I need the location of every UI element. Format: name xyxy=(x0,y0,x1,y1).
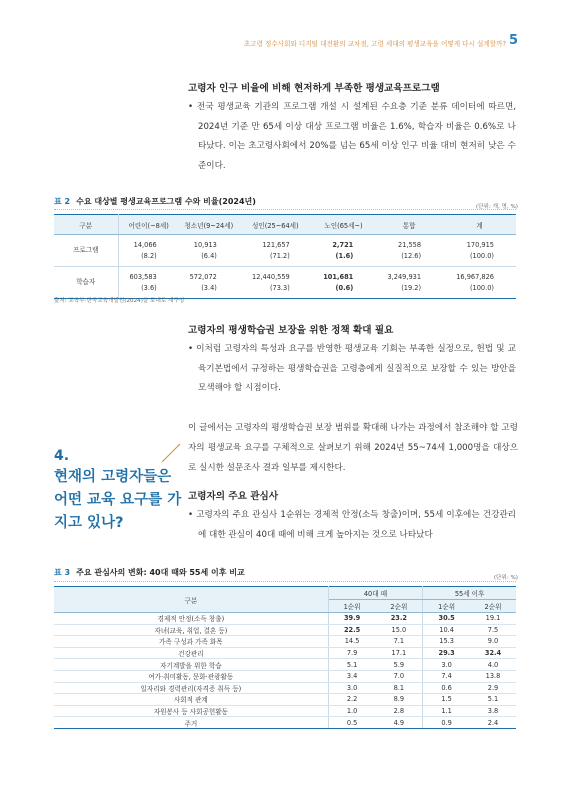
table3-cell: 23.2 xyxy=(375,613,422,625)
table3-cell: 13.8 xyxy=(470,670,516,682)
table3-row-label: 자기계발을 위한 학습 xyxy=(54,659,328,671)
table3-cell: 2.8 xyxy=(375,705,422,717)
table2-cell-value: 121,657 xyxy=(262,240,290,249)
table2-header-cell: 통합 xyxy=(375,215,443,235)
table2-header-cell: 어린이(~8세) xyxy=(118,215,179,235)
table2-row-label: 프로그램 xyxy=(54,235,118,267)
table3-row xyxy=(54,682,516,694)
table3-row-label: 경제적 안정(소득 창출) xyxy=(54,613,328,625)
bullet-program-ratio: • 전국 평생교육 기관의 프로그램 개설 시 설계된 수요층 기준 분류 데이터에 따르면, 2024년 기준 만 65세 이상 대상 프로그램 비율은 1.6%, 학습자 비율은 0.6%로 나타났다. 이는 초고령사회에서 20%를 넘는 65세 이상 인구 비율 대비 현저히 낮은 수준이다. xyxy=(188,102,516,171)
table2-cell-percent: (8.2) xyxy=(141,251,157,260)
table2-cell xyxy=(375,235,443,267)
table3-cell: 0.5 xyxy=(328,717,375,729)
table2-row-label: 학습자 xyxy=(54,267,118,299)
table2-cell-value: 572,072 xyxy=(189,272,217,281)
table2-header-cell: 노인(65세~) xyxy=(312,215,376,235)
table3-cell: 3.0 xyxy=(423,659,470,671)
table2-cell-value: 21,558 xyxy=(397,240,422,249)
table3-divider xyxy=(54,581,516,582)
table3-cell: 5.9 xyxy=(375,659,422,671)
table3-cell: 7.0 xyxy=(375,670,422,682)
table2-cell-percent: (100.0) xyxy=(469,283,494,292)
table3-row xyxy=(54,694,516,706)
table3-cell: 2.4 xyxy=(470,717,516,729)
page-number: 5 xyxy=(508,33,518,48)
table2-cell-percent: (6.4) xyxy=(201,251,217,260)
section-heading-interests: 고령자의 주요 관심사 xyxy=(188,491,279,502)
table2-cell xyxy=(239,267,312,299)
table3-cell: 15.0 xyxy=(375,624,422,636)
table2-header-cell: 계 xyxy=(443,215,516,235)
section-heading-program-shortage: 고령자 인구 비율에 비해 현저하게 부족한 평생교육프로그램 xyxy=(188,83,440,94)
table3-cell: 5.1 xyxy=(328,659,375,671)
table2-row xyxy=(54,235,516,267)
table3-cell: 29.3 xyxy=(423,647,470,659)
table3-cell: 22.5 xyxy=(328,624,375,636)
table2-unit: (단위: 개, 명, %) xyxy=(475,204,518,210)
table3-cell: 1.0 xyxy=(328,705,375,717)
table3-cell: 2.2 xyxy=(328,694,375,706)
table3-row xyxy=(54,717,516,729)
table3-row-label: 사회적 관계 xyxy=(54,694,328,706)
table3-row-label: 자녀(교육, 취업, 결혼 등) xyxy=(54,624,328,636)
table2-cell xyxy=(118,267,179,299)
table2-cell-value: 14,066 xyxy=(133,240,157,249)
bullet-interests: • 고령자의 주요 관심사 1순위는 경제적 안정(소득 창출)이며, 55세 이후에는 건강관리에 대한 관심이 40대 때에 비해 크게 높아지는 것으로 나타났다 xyxy=(188,510,516,540)
bullet-policy: • 이처럼 고령자의 특성과 요구를 반영한 평생교육 기회는 부족한 실정으로, 헌법 및 교육기본법에서 규정하는 평생학습권을 고령층에게 실질적으로 보장할 수 있는 방안을 모색해야 할 시점이다. xyxy=(188,344,516,393)
table3-row xyxy=(54,636,516,648)
table3-cell: 7.1 xyxy=(375,636,422,648)
table3-cell: 15.3 xyxy=(423,636,470,648)
table2-cell-percent: (73.3) xyxy=(269,283,290,292)
table3-cell: 39.9 xyxy=(328,613,375,625)
table3-cell: 3.8 xyxy=(470,705,516,717)
table2-cell-value: 2,721 xyxy=(332,240,354,249)
table3-row-label: 건강관리 xyxy=(54,647,328,659)
table3-group-row xyxy=(54,587,516,600)
decorative-slash-icon xyxy=(160,442,182,464)
table3-cell: 7.4 xyxy=(423,670,470,682)
running-header: 초고령 정수사회와 디지털 대전환의 교차점, 고령 세대의 평생교육을 어떻게 다시 설계할까? xyxy=(243,40,506,48)
section-heading-policy: 고령자의 평생학습권 보장을 위한 정책 확대 필요 xyxy=(188,325,394,336)
table3-caption xyxy=(54,567,245,578)
table3-row-label: 일자리와 경력관리(자격증 취득 등) xyxy=(54,682,328,694)
table2-cell-percent: (3.4) xyxy=(201,283,217,292)
table2-number: 표 2 xyxy=(54,197,71,206)
table3-cell: 0.9 xyxy=(423,717,470,729)
table3-cell: 3.4 xyxy=(328,670,375,682)
table2-header-cell: 성인(25~64세) xyxy=(239,215,312,235)
table3-cell: 17.1 xyxy=(375,647,422,659)
table2-cell xyxy=(239,235,312,267)
table3-row-label: 여가·취미활동, 문화·관광활동 xyxy=(54,670,328,682)
table2-cell xyxy=(312,235,376,267)
table2-source: 출처: 교육부·한국교육개발원(2024)을 토대로 재구성 xyxy=(54,298,185,304)
table2-cell-value: 16,967,826 xyxy=(456,272,494,281)
table2-cell-percent: (1.6) xyxy=(335,251,354,260)
table2-cell xyxy=(443,235,516,267)
table3 xyxy=(54,586,516,729)
table3-title: 주요 관심사의 변화: 40대 때와 55세 이후 비교 xyxy=(76,568,245,577)
table3-cell: 4.0 xyxy=(470,659,516,671)
table2-cell xyxy=(179,267,239,299)
table2-cell-value: 3,249,931 xyxy=(387,272,422,281)
table2-cell-value: 12,440,559 xyxy=(252,272,290,281)
table3-subheader: 1순위 xyxy=(423,600,470,613)
table3-cell: 8.1 xyxy=(375,682,422,694)
table3-group-40s: 40대 때 xyxy=(328,587,423,600)
table2-title: 수요 대상별 평생교육프로그램 수와 비율(2024년) xyxy=(76,197,256,206)
table3-cell: 5.1 xyxy=(470,694,516,706)
table3-unit: (단위: %) xyxy=(493,575,518,581)
table2-header-cell: 청소년(9~24세) xyxy=(179,215,239,235)
table3-row xyxy=(54,624,516,636)
table3-col-label: 구분 xyxy=(54,587,328,613)
table3-cell: 19.1 xyxy=(470,613,516,625)
table2 xyxy=(54,214,516,299)
table2-header-cell: 구분 xyxy=(54,215,118,235)
table3-cell: 32.4 xyxy=(470,647,516,659)
chapter-number: 4. xyxy=(54,448,70,464)
table3-row-label: 가족 구성과 가족 화목 xyxy=(54,636,328,648)
table3-cell: 1.5 xyxy=(423,694,470,706)
table3-cell: 2.9 xyxy=(470,682,516,694)
table2-cell-value: 10,913 xyxy=(193,240,217,249)
table2-cell-value: 603,583 xyxy=(129,272,157,281)
table3-row xyxy=(54,613,516,625)
table3-cell: 14.5 xyxy=(328,636,375,648)
table3-cell: 9.0 xyxy=(470,636,516,648)
table2-cell-percent: (0.6) xyxy=(335,283,354,292)
table2-cell-value: 170,915 xyxy=(466,240,494,249)
table2-divider xyxy=(54,209,516,210)
table3-cell: 10.4 xyxy=(423,624,470,636)
table2-header-row xyxy=(54,215,516,235)
table2-cell-percent: (3.6) xyxy=(141,283,157,292)
table3-number: 표 3 xyxy=(54,568,71,577)
table3-subheader: 2순위 xyxy=(375,600,422,613)
table3-row xyxy=(54,670,516,682)
table3-cell: 7.9 xyxy=(328,647,375,659)
table2-cell xyxy=(312,267,376,299)
table2-cell-percent: (19.2) xyxy=(401,283,422,292)
table3-row-label: 주거 xyxy=(54,717,328,729)
table3-cell: 4.9 xyxy=(375,717,422,729)
chapter-title: 현재의 고령자들은 어떤 교육 요구를 가지고 있나? xyxy=(54,469,182,531)
table3-row xyxy=(54,647,516,659)
table2-cell-percent: (12.6) xyxy=(401,251,422,260)
table3-row-label: 자원봉사 등 사회공헌활동 xyxy=(54,705,328,717)
table3-cell: 30.5 xyxy=(423,613,470,625)
table2-row xyxy=(54,267,516,299)
intro-paragraph: 이 글에서는 고령자의 평생학습권 보장 범위를 확대해 나가는 과정에서 참조해야 할 고령자의 평생교육 요구를 구체적으로 살펴보기 위해 2024년 55~74세 1,000명을 대상으로 실시한 설문조사 결과 일부를 제시한다. xyxy=(188,423,518,473)
table2-cell xyxy=(118,235,179,267)
table2-cell xyxy=(179,235,239,267)
table2-caption xyxy=(54,196,256,207)
table2-cell-percent: (100.0) xyxy=(469,251,494,260)
table2-cell xyxy=(443,267,516,299)
table3-cell: 0.6 xyxy=(423,682,470,694)
table2-cell-value: 101,681 xyxy=(323,272,354,281)
table3-cell: 3.0 xyxy=(328,682,375,694)
table3-group-55plus: 55세 이후 xyxy=(423,587,516,600)
table2-cell xyxy=(375,267,443,299)
table3-cell: 1.1 xyxy=(423,705,470,717)
table3-cell: 7.5 xyxy=(470,624,516,636)
table3-subheader: 1순위 xyxy=(328,600,375,613)
table3-subheader: 2순위 xyxy=(470,600,516,613)
table3-row xyxy=(54,705,516,717)
table3-cell: 8.9 xyxy=(375,694,422,706)
table3-row xyxy=(54,659,516,671)
table2-cell-percent: (71.2) xyxy=(269,251,290,260)
